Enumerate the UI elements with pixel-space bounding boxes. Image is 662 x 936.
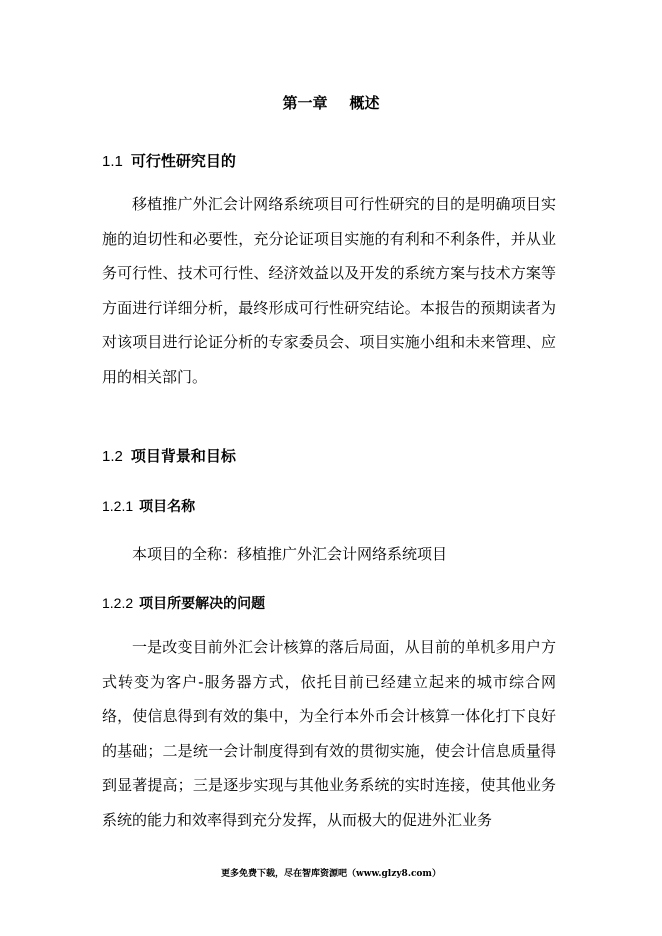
section-heading-1-2-1 <box>102 496 195 516</box>
paragraph-purpose: 移植推广外汇会计网络系统项目可行性研究的目的是明确项目实施的迫切性和必要性，充分论证项目实施的有利和不利条件，并从业务可行性、技术可行性、经济效益以及开发的系统方案与技术方案等方面进行详细分析，最终形成可行性研究结论。本报告的预期读者为对该项目进行论证分析的专家委员会、项目实施小组和未来管理、应用的相关部门。 <box>102 195 556 386</box>
section-number: 1.2.2 <box>102 595 134 611</box>
section-title: 项目所要解决的问题 <box>139 596 266 612</box>
paragraph-project-name: 本项目的全称：移植推广外汇会计网络系统项目 <box>132 545 448 563</box>
section-number: 1.1 <box>102 153 123 170</box>
chapter-number: 第一章 <box>282 94 328 112</box>
chapter-title <box>0 92 662 113</box>
chapter-name: 概述 <box>349 94 380 112</box>
section-number: 1.2 <box>102 448 123 465</box>
section-title: 项目背景和目标 <box>130 447 236 465</box>
paragraph-problems: 一是改变目前外汇会计核算的落后局面，从目前的单机多用户方式转变为客户-服务器方式，依托目前已经建立起来的城市综合网络，使信息得到有效的集中，为全行本外币会计核算一体化打下良好的基础；二是统一会计制度得到有效的贯彻实施，使会计信息质量得到显著提高；三是逐步实现与其他业务系统的实时连接，使其他业务系统的能力和效率得到充分发挥，从而极大的促进外汇业务 <box>102 638 556 829</box>
page-footer: 更多免费下载，尽在智库资源吧（www.glzy8.com） <box>221 869 441 879</box>
section-heading-1-1 <box>102 150 236 171</box>
section-number: 1.2.1 <box>102 498 134 514</box>
section-heading-1-2-2 <box>102 593 265 613</box>
section-title: 可行性研究目的 <box>130 152 236 170</box>
section-title: 项目名称 <box>139 499 196 515</box>
section-heading-1-2 <box>102 445 236 466</box>
